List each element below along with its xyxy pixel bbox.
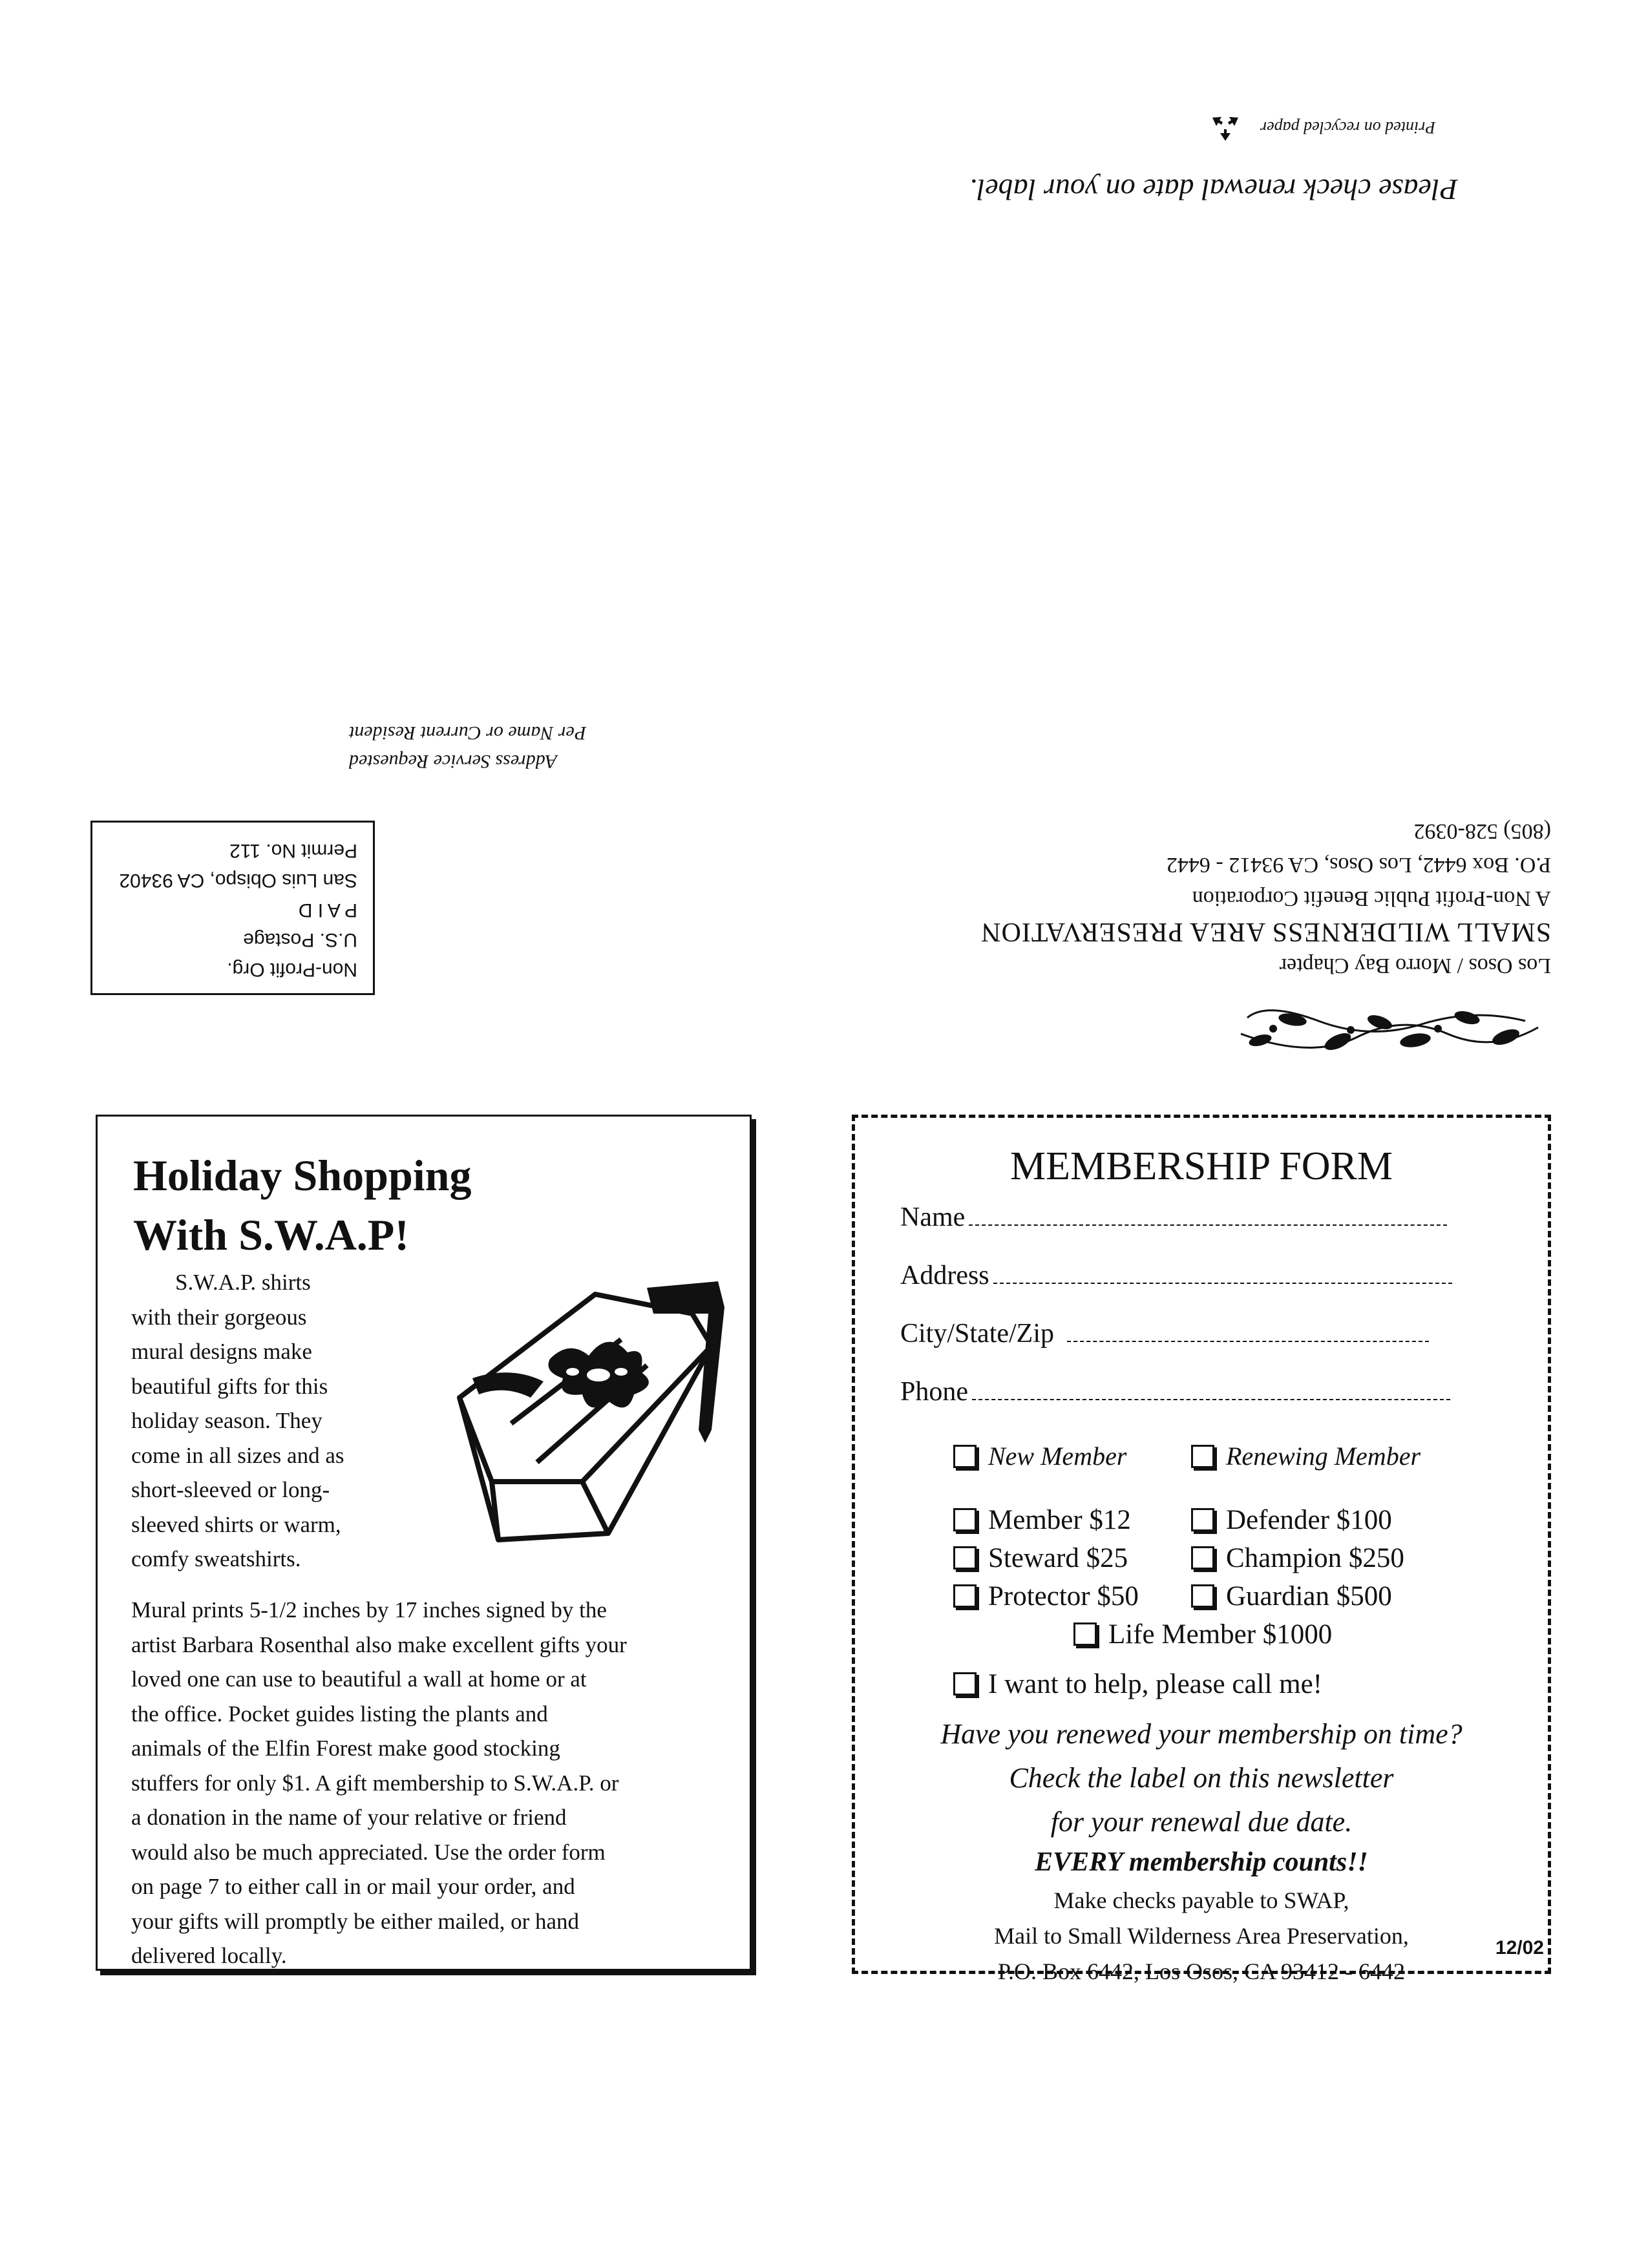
recycled-paper-text: Printed on recycled paper	[1260, 118, 1436, 137]
champion-level-checkbox[interactable]	[1191, 1542, 1404, 1574]
phone-blank[interactable]	[972, 1377, 1450, 1400]
permit-line: San Luis Obispo, CA 93402	[119, 870, 357, 891]
holiday-body-text	[131, 1593, 732, 1973]
return-address-line: (805) 528-0392	[1413, 819, 1551, 843]
checkbox-icon[interactable]	[1191, 1584, 1214, 1608]
holiday-title-line: Holiday Shopping	[133, 1151, 472, 1200]
reminder-line: for your renewal due date.	[1050, 1806, 1353, 1838]
holiday-title	[133, 1146, 650, 1265]
guardian-level-checkbox[interactable]	[1191, 1580, 1392, 1612]
reminder-line: Have you renewed your membership on time?	[940, 1718, 1463, 1750]
renewing-member-checkbox[interactable]	[1191, 1441, 1421, 1471]
city-state-zip-blank[interactable]	[1067, 1319, 1429, 1342]
checkbox-icon[interactable]	[953, 1445, 977, 1468]
holiday-text-line: animals of the Elfin Forest make good stocking	[131, 1736, 560, 1761]
help-label: I want to help, please call me!	[988, 1669, 1322, 1699]
holiday-text-line: come in all sizes and as	[131, 1442, 344, 1468]
new-member-checkbox[interactable]	[953, 1441, 1126, 1471]
renewal-note-text: Please check renewal date on your label.	[969, 173, 1458, 206]
steward-level-checkbox[interactable]	[953, 1542, 1128, 1574]
reminder-line: Check the label on this newsletter	[1009, 1762, 1394, 1794]
checkbox-icon[interactable]	[953, 1584, 977, 1608]
address-field[interactable]	[900, 1260, 1452, 1299]
holiday-text-line: S.W.A.P. shirts	[175, 1270, 311, 1295]
holiday-text-line: the office. Pocket guides listing the plants and	[131, 1701, 548, 1727]
city-state-zip-label: City/State/Zip	[900, 1319, 1054, 1349]
address-label: Address	[900, 1261, 989, 1290]
holiday-text-line: a donation in the name of your relative or friend	[131, 1805, 567, 1830]
renewal-note	[969, 162, 1551, 213]
checkbox-icon[interactable]	[1191, 1546, 1214, 1570]
holiday-text-line: Mural prints 5-1/2 inches by 17 inches signed by the	[131, 1597, 607, 1622]
payable-line: Make checks payable to SWAP,	[1053, 1887, 1349, 1913]
renewing-member-label: Renewing Member	[1226, 1442, 1421, 1471]
guardian-level-label: Guardian $500	[1226, 1581, 1392, 1612]
recycle-icon	[1209, 110, 1242, 143]
checkbox-icon[interactable]	[953, 1508, 977, 1531]
holiday-text-line: with their gorgeous	[131, 1304, 307, 1330]
postage-permit-box	[90, 821, 375, 995]
holiday-text-line: comfy sweatshirts.	[131, 1546, 301, 1571]
name-label: Name	[900, 1202, 966, 1232]
checkbox-icon[interactable]	[953, 1672, 977, 1696]
life-member-checkbox[interactable]	[1073, 1619, 1332, 1650]
permit-line: Non-Profit Org.	[227, 959, 357, 980]
address-service-block	[349, 704, 737, 775]
help-checkbox[interactable]	[953, 1668, 1322, 1700]
holiday-text-line: beautiful gifts for this	[131, 1373, 328, 1399]
permit-line: P A I D	[298, 899, 357, 921]
vine-logo-icon	[1234, 995, 1545, 1073]
checkbox-icon[interactable]	[1191, 1508, 1214, 1531]
holiday-text-line: holiday season. They	[131, 1408, 322, 1433]
name-blank[interactable]	[969, 1202, 1447, 1226]
life-member-label: Life Member $1000	[1108, 1619, 1333, 1650]
champion-level-label: Champion $250	[1226, 1543, 1404, 1573]
form-code: 12/02	[1495, 1937, 1544, 1958]
holiday-text-line: short-sleeved or long-	[131, 1477, 330, 1502]
form-title: MEMBERSHIP FORM	[1009, 1144, 1393, 1188]
steward-level-label: Steward $25	[988, 1543, 1128, 1573]
defender-level-label: Defender $100	[1226, 1505, 1392, 1535]
holiday-text-line: on page 7 to either call in or mail your order, and	[131, 1874, 575, 1899]
checkbox-icon[interactable]	[953, 1546, 977, 1570]
defender-level-checkbox[interactable]	[1191, 1504, 1392, 1536]
protector-level-checkbox[interactable]	[953, 1580, 1139, 1612]
holiday-text-line: artist Barbara Rosenthal also make excellent gifts your	[131, 1632, 627, 1657]
return-address-line: A Non-Profit Public Benefit Corporation	[1192, 887, 1551, 910]
protector-level-label: Protector $50	[988, 1581, 1139, 1612]
holiday-text-line: mural designs make	[131, 1339, 312, 1364]
checkbox-icon[interactable]	[1073, 1622, 1097, 1646]
gift-box-icon	[434, 1268, 737, 1559]
address-blank[interactable]	[993, 1261, 1452, 1284]
new-member-label: New Member	[988, 1442, 1127, 1471]
payable-line: Mail to Small Wilderness Area Preservation,	[994, 1923, 1409, 1949]
return-address-block	[931, 775, 1551, 982]
address-service-line: Address Service Requested	[349, 751, 558, 772]
membership-counts: EVERY membership counts!!	[1035, 1847, 1368, 1877]
name-field[interactable]	[900, 1202, 1447, 1241]
city-state-zip-field[interactable]	[900, 1318, 1429, 1357]
permit-line: Permit No. 112	[229, 840, 357, 861]
address-service-line: Per Name or Current Resident	[349, 722, 587, 744]
recycled-paper-note	[1209, 103, 1545, 149]
payable-line: P.O. Box 6442, Los Osos, CA 93412 - 6442	[997, 1958, 1406, 1984]
holiday-text-line: stuffers for only $1. A gift membership to S.W.A.P. or	[131, 1770, 619, 1796]
holiday-text-line: loved one can use to beautiful a wall at home or at	[131, 1666, 587, 1692]
member-level-checkbox[interactable]	[953, 1504, 1131, 1536]
holiday-text-line: your gifts will promptly be either mailed, or hand	[131, 1908, 580, 1934]
return-address-line: Los Osos / Morro Bay Chapter	[1279, 954, 1551, 978]
checkbox-icon[interactable]	[1191, 1445, 1214, 1468]
holiday-text-line: sleeved shirts or warm,	[131, 1511, 341, 1537]
phone-field[interactable]	[900, 1376, 1450, 1415]
permit-line: U.S. Postage	[243, 929, 357, 950]
return-address-org: SMALL WILDERNESS AREA PRESERVATION	[980, 917, 1551, 947]
membership-form	[852, 1115, 1551, 1984]
member-level-label: Member $12	[988, 1505, 1131, 1535]
holiday-text-line: delivered locally.	[131, 1943, 287, 1968]
holiday-text-line: would also be much appreciated. Use the order form	[131, 1839, 606, 1865]
holiday-shopping-box	[96, 1115, 752, 1971]
return-address-line: P.O. Box 6442, Los Osos, CA 93412 - 6442	[1166, 853, 1551, 877]
holiday-title-line: With S.W.A.P!	[133, 1210, 409, 1259]
phone-label: Phone	[900, 1377, 968, 1407]
